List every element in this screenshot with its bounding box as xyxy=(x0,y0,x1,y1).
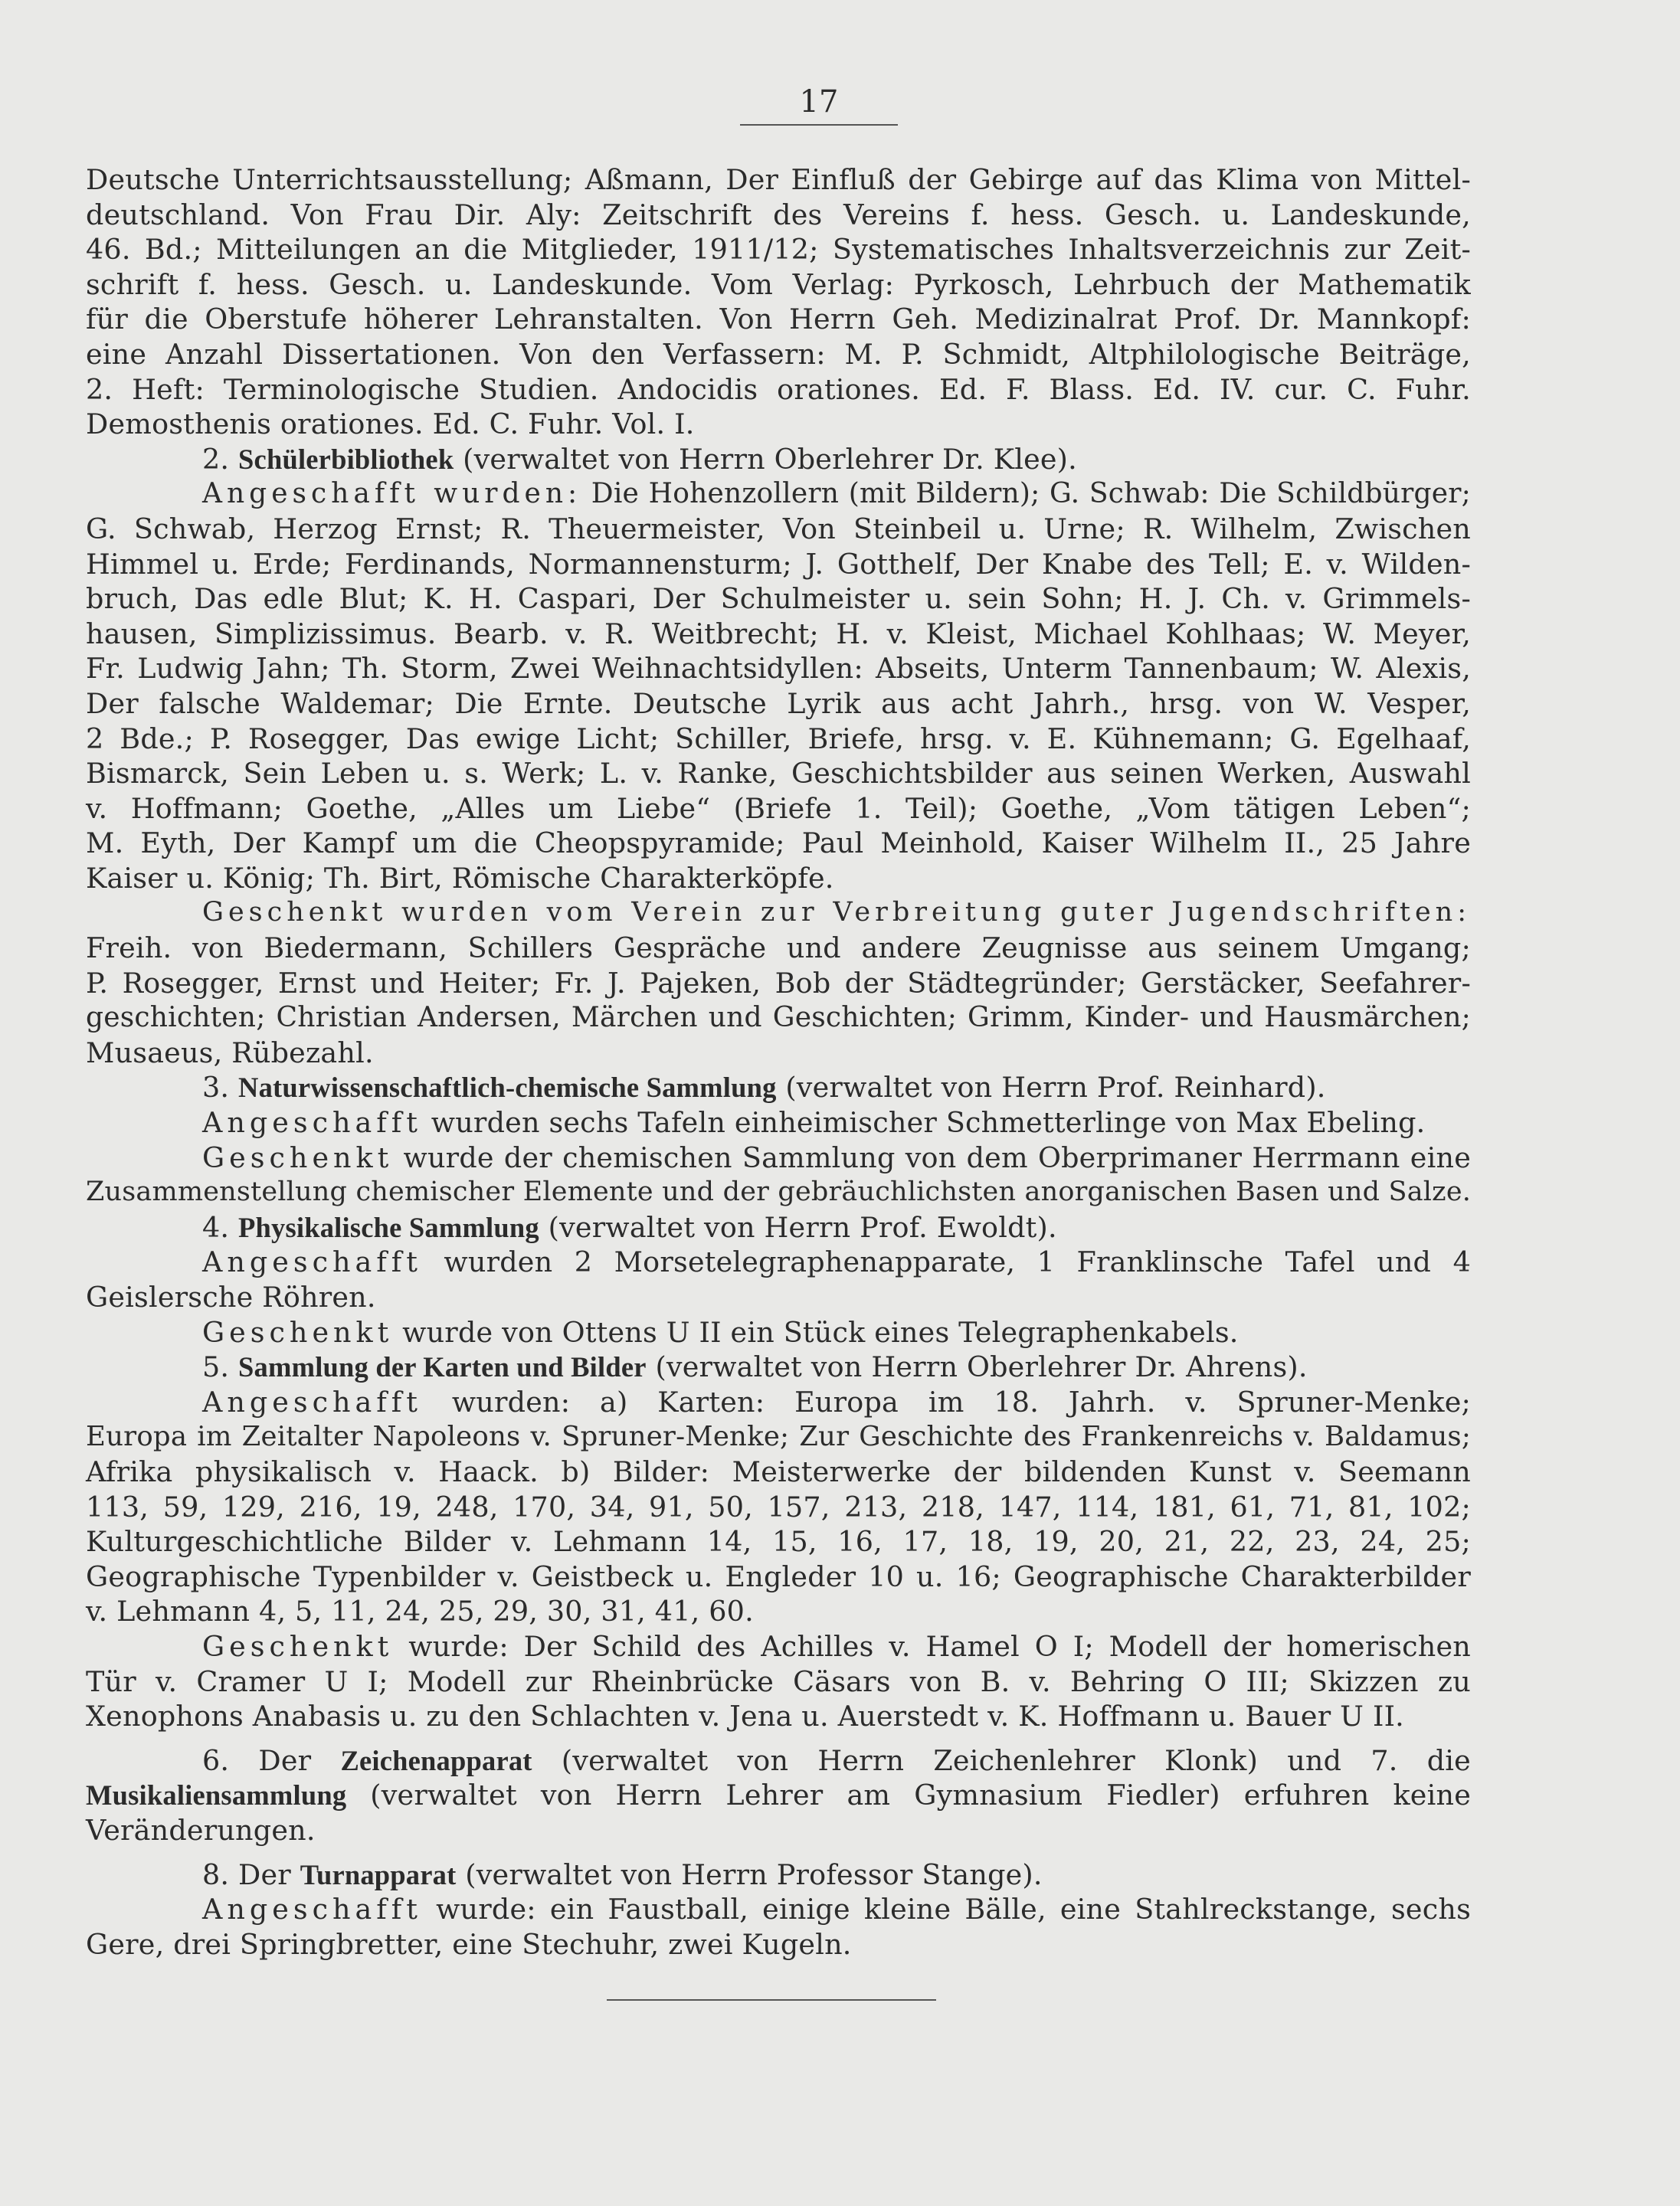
text-line: Geographische Typenbilder v. Geistbeck u. Engleder 10 u. 16; Geographische Charakterbilder xyxy=(86,1560,1471,1593)
spaced-lead: Angeschafft xyxy=(202,1106,422,1140)
page-body xyxy=(86,162,1471,1962)
text-run: wurde: Der Schild des Achilles v. Hamel O I; Modell der homerischen xyxy=(408,1629,1471,1663)
text-line: schrift f. hess. Gesch. u. Landeskunde. Vom Verlag: Pyrkosch, Lehrbuch der Mathematik xyxy=(86,267,1471,301)
section-curator: (verwaltet von Herrn Oberlehrer Dr. Ahrens). xyxy=(655,1350,1308,1384)
section-heading xyxy=(86,1857,1471,1893)
text-run: wurde: ein Faustball, einige kleine Bälle, eine Stahlreckstange, sechs xyxy=(436,1893,1471,1926)
text-line xyxy=(86,1245,1471,1280)
spaced-lead: Angeschafft xyxy=(202,1385,422,1419)
section-title: Schülerbibliothek xyxy=(238,443,454,475)
section-heading xyxy=(86,1210,1471,1245)
text-line: Kulturgeschichtliche Bilder v. Lehmann 14, 15, 16, 17, 18, 19, 20, 21, 22, 23, 24, 25; xyxy=(86,1525,1471,1559)
text-line: Europa im Zeitalter Napoleons v. Spruner-Menke; Zur Geschichte des Frankenreichs v. Baldamus; xyxy=(86,1421,1471,1453)
section-number: 5. xyxy=(202,1350,230,1384)
text-line: Fr. Ludwig Jahn; Th. Storm, Zwei Weihnachtsidyllen: Abseits, Unterm Tannenbaum; W. Alexis, xyxy=(86,652,1471,686)
text-line: 46. Bd.; Mitteilungen an die Mitglieder, 1911/12; Systematisches Inhaltsverzeichnis zur Zeit- xyxy=(86,233,1471,267)
section-curator: (verwaltet von Herrn Oberlehrer Dr. Klee). xyxy=(463,442,1077,476)
section-curator: (verwaltet von Herrn Prof. Reinhard). xyxy=(785,1071,1326,1105)
end-rule xyxy=(607,1999,936,2001)
text-line: Freih. von Biedermann, Schillers Gespräche und andere Zeugnisse aus seinem Umgang; xyxy=(86,931,1471,965)
section-title: Zeichenapparat xyxy=(340,1744,532,1776)
text-line: geschichten; Christian Andersen, Märchen und Geschichten; Grimm, Kinder- und Hausmärchen; xyxy=(86,1002,1471,1034)
section-number: 2. xyxy=(202,442,230,476)
section-number: 8. Der xyxy=(202,1857,291,1891)
spaced-lead: Geschenkt xyxy=(202,1141,394,1174)
section-curator: (verwaltet von Herrn Professor Stange). xyxy=(465,1857,1043,1891)
text-run: wurde der chemischen Sammlung von dem Oberprimaner Herrmann eine xyxy=(403,1141,1471,1174)
text-line xyxy=(86,1892,1471,1927)
section-title: Physikalische Sammlung xyxy=(238,1211,539,1243)
text-line: für die Oberstufe höherer Lehranstalten. Von Herrn Geh. Medizinalrat Prof. Dr. Mannkopf: xyxy=(86,303,1471,336)
text-line: Geislersche Röhren. xyxy=(86,1281,376,1314)
text-line: v. Lehmann 4, 5, 11, 24, 25, 29, 30, 31, 41, 60. xyxy=(86,1595,754,1628)
section-heading xyxy=(86,1070,1471,1105)
text-line xyxy=(86,1315,1471,1350)
text-run: wurden 2 Morsetelegraphenapparate, 1 Franklinsche Tafel und 4 xyxy=(444,1245,1471,1279)
text-line xyxy=(86,1141,1471,1176)
paragraph-gap xyxy=(86,1734,1471,1743)
text-line: 2. Heft: Terminologische Studien. Andocidis orationes. Ed. F. Blass. Ed. IV. cur. C. Fuhr. xyxy=(86,372,1471,406)
text-line: Tür v. Cramer U I; Modell zur Rheinbrücke Cäsars von B. v. Behring O III; Skizzen zu xyxy=(86,1664,1471,1698)
text-line: G. Schwab, Herzog Ernst; R. Theuermeister, Von Steinbeil u. Urne; R. Wilhelm, Zwischen xyxy=(86,512,1471,545)
text-line xyxy=(86,1105,1471,1141)
text-line: bruch, Das edle Blut; K. H. Caspari, Der Schulmeister u. sein Sohn; H. J. Ch. v. Grimmels- xyxy=(86,582,1471,616)
page-number: 17 xyxy=(740,83,898,126)
text-line: deutschland. Von Frau Dir. Aly: Zeitschrift des Vereins f. hess. Gesch. u. Landeskunde, xyxy=(86,198,1471,231)
text-line: hausen, Simplizissimus. Bearb. v. R. Weitbrecht; H. v. Kleist, Michael Kohlhaas; W. Meyer, xyxy=(86,617,1471,650)
text-line: Xenophons Anabasis u. zu den Schlachten v. Jena u. Auerstedt v. K. Hoffmann u. Bauer U II. xyxy=(86,1700,1404,1733)
text-line: Gere, drei Springbretter, eine Stechuhr, zwei Kugeln. xyxy=(86,1927,852,1961)
spaced-lead: Geschenkt wurden vom Verein zur Verbreitung guter Jugendschriften: xyxy=(202,897,1471,928)
section-heading xyxy=(86,442,1471,477)
text-line: Himmel u. Erde; Ferdinands, Normannensturm; J. Gotthelf, Der Knabe des Tell; E. v. Wilden- xyxy=(86,547,1471,581)
section-number: 3. xyxy=(202,1071,230,1105)
text-line: Deutsche Unterrichtsausstellung; Aßmann, Der Einfluß der Gebirge auf das Klima von Mittel- xyxy=(86,163,1471,196)
section-title: Turnapparat xyxy=(300,1858,457,1890)
text-run: wurden sechs Tafeln einheimischer Schmetterlinge von Max Ebeling. xyxy=(431,1106,1426,1140)
section-number: 6. Der xyxy=(202,1743,312,1777)
section-title: Sammlung der Karten und Bilder xyxy=(238,1351,647,1383)
text-line: Musaeus, Rübezahl. xyxy=(86,1036,374,1069)
text-line xyxy=(86,1629,1471,1664)
text-run: wurden: a) Karten: Europa im 18. Jahrh. v. Spruner-Menke; xyxy=(451,1385,1471,1419)
text-line: Bismarck, Sein Leben u. s. Werk; L. v. Ranke, Geschichtsbilder aus seinen Werken, Auswahl xyxy=(86,757,1471,790)
section-heading xyxy=(86,1743,1471,1779)
text-line: 113, 59, 129, 216, 19, 248, 170, 34, 91, 50, 157, 213, 218, 147, 114, 181, 61, 71, 81, 102; xyxy=(86,1490,1471,1524)
section-curator: (verwaltet von Herrn Prof. Ewoldt). xyxy=(548,1210,1057,1244)
text-line: Afrika physikalisch v. Haack. b) Bilder: Meisterwerke der bildenden Kunst v. Seemann xyxy=(86,1455,1471,1488)
text-line: eine Anzahl Dissertationen. Von den Verfassern: M. P. Schmidt, Altphilologische Beiträge, xyxy=(86,337,1471,371)
section-title: Naturwissenschaftlich-chemische Sammlung xyxy=(238,1072,777,1104)
text-line: v. Hoffmann; Goethe, „Alles um Liebe“ (Briefe 1. Teil); Goethe, „Vom tätigen Leben“; xyxy=(86,791,1471,825)
text-line xyxy=(86,1778,1471,1813)
text-line: P. Rosegger, Ernst und Heiter; Fr. J. Pajeken, Bob der Städtegründer; Gerstäcker, Seefahrer- xyxy=(86,966,1471,1000)
spaced-lead: Angeschafft wurden: xyxy=(202,478,582,510)
text-run: Die Hohenzollern (mit Bildern); G. Schwab: Die Schildbürger; xyxy=(591,478,1471,510)
section-heading xyxy=(86,1350,1471,1385)
text-line xyxy=(86,476,1471,512)
section-curator: (verwaltet von Herrn Zeichenlehrer Klonk) und 7. die xyxy=(561,1743,1471,1777)
text-line: Demosthenis orationes. Ed. C. Fuhr. Vol. I. xyxy=(86,407,695,441)
text-line: Kaiser u. König; Th. Birt, Römische Charakterköpfe. xyxy=(86,861,834,895)
text-run: wurde von Ottens U II ein Stück eines Telegraphenkabels. xyxy=(402,1315,1239,1349)
text-line: 2 Bde.; P. Rosegger, Das ewige Licht; Schiller, Briefe, hrsg. v. E. Kühnemann; G. Egelhaaf, xyxy=(86,722,1471,755)
spaced-lead: Angeschafft xyxy=(202,1245,422,1279)
text-line: M. Eyth, Der Kampf um die Cheopspyramide; Paul Meinhold, Kaiser Wilhelm II., 25 Jahre xyxy=(86,826,1471,860)
spaced-lead: Geschenkt xyxy=(202,1629,394,1663)
section-number: 4. xyxy=(202,1210,230,1244)
section-title: Musikaliensammlung xyxy=(86,1779,347,1812)
text-line xyxy=(86,1385,1471,1420)
section-curator: (verwaltet von Herrn Lehrer am Gymnasium Fiedler) erfuhren keine xyxy=(370,1779,1471,1812)
spaced-lead: Angeschafft xyxy=(202,1893,422,1926)
paragraph-gap xyxy=(86,1848,1471,1857)
spaced-lead: Geschenkt xyxy=(202,1315,394,1349)
text-line: Zusammenstellung chemischer Elemente und der gebräuchlichsten anorganischen Basen und Salze. xyxy=(86,1177,1472,1208)
text-line: Der falsche Waldemar; Die Ernte. Deutsche Lyrik aus acht Jahrh., hrsg. von W. Vesper, xyxy=(86,686,1471,720)
text-line: Veränderungen. xyxy=(86,1813,316,1847)
